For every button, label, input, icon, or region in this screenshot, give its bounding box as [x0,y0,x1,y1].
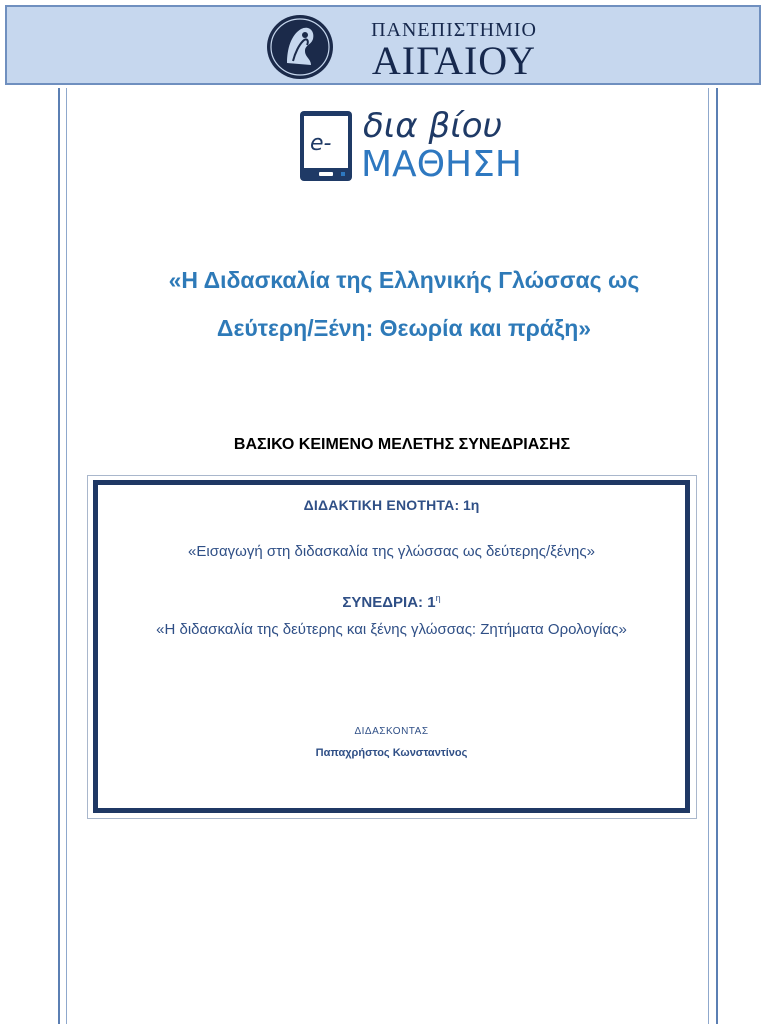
unit-label: ΔΙΔΑΚΤΙΚΗ ΕΝΟΤΗΤΑ [303,497,455,513]
teacher-label: ΔΙΔΑΣΚΟΝΤΑΣ [354,726,429,737]
page-border-left-outer [58,88,60,1024]
session-superscript: η [435,593,441,603]
document-subheading: ΒΑΣΙΚΟ ΚΕΙΜΕΝΟ ΜΕΛΕΤΗΣ ΣΥΝΕΔΡΙΑΣΗΣ [233,436,571,453]
document-title [80,256,728,352]
page-border-right-inner [708,88,709,1024]
unit-heading [98,497,685,513]
page-border-left-inner [66,88,67,1024]
session-value: : 1 [418,594,436,611]
document-title-line1: «Η Διδασκαλία της Ελληνικής Γλώσσας ως [168,267,640,293]
university-name [339,19,569,81]
unit-title: «Εισαγωγή στη διδασκαλία της γλώσσας ως δεύτερης/ξένης» [188,543,595,560]
document-title-line2: Δεύτερη/Ξένη: Θεωρία και πράξη» [216,315,592,341]
university-name-line1: ΠΑΝΕΠΙΣΤΗΜΙΟ [371,19,537,41]
unit-value: : 1η [454,497,480,513]
session-title: «Η διδασκαλία της δεύτερης και ξένης γλώσσας: Ζητήματα Ορολογίας» [156,621,627,638]
tablet-icon [299,110,353,182]
session-label: ΣΥΝΕΔΡΙΑ [342,594,419,611]
info-box-frame [93,480,690,813]
logo-text-line2: ΜΑΘΗΣΗ [361,144,522,185]
page-border-right-outer [716,88,718,1024]
teacher-name: Παπαχρήστος Κωνσταντίνος [315,747,468,759]
session-heading [98,593,685,611]
logo-prefix: e- [310,131,332,156]
logo-text-line1: δια βίου [363,106,503,146]
header-band [5,5,761,85]
university-name-line2: ΑΙΓΑΙΟΥ [371,38,537,83]
university-seal-icon [265,13,335,81]
lifelong-learning-logo [299,106,522,186]
